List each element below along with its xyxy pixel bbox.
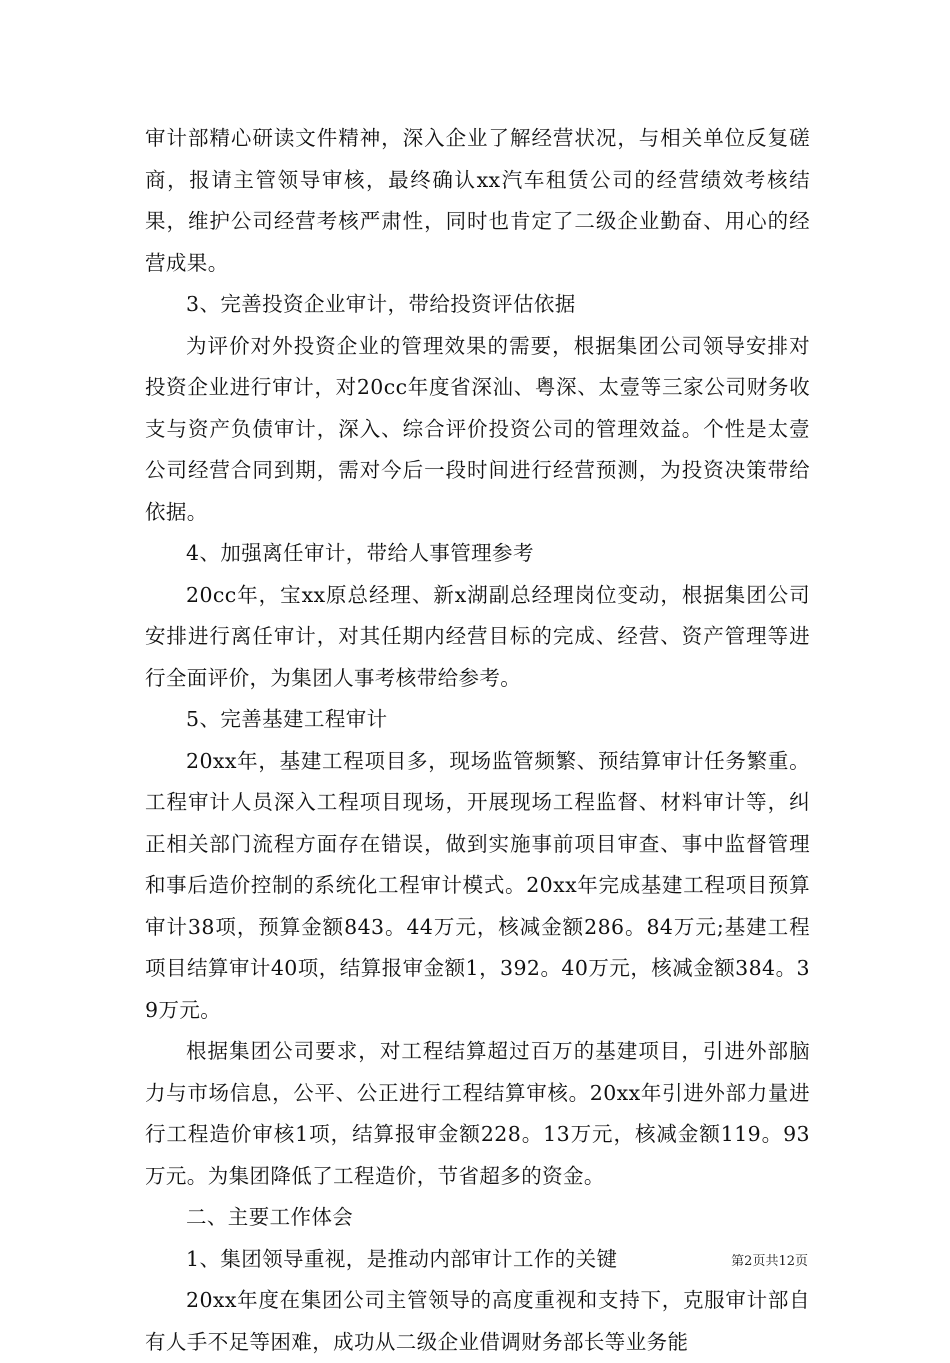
section-heading-3: 3、完善投资企业审计，带给投资评估依据 [186, 292, 576, 316]
subsection-heading-1: 1、集团领导重视，是推动内部审计工作的关键 [186, 1246, 618, 1271]
paragraph-6: 20xx年度在集团公司主管领导的高度重视和支持下，克服审计部自有人手不足等困难，成功从二级企业借调财务部长等业务能 [145, 1288, 810, 1354]
paragraph-2: 为评价对外投资企业的管理效果的需要，根据集团公司领导安排对投资企业进行审计，对20cc年度省深汕、粤深、太壹等三家公司财务收支与资产负债审计，深入、综合评价投资公司的管理效益。个性是太壹公司经营合同到期，需对今后一段时间进行经营预测，为投资决策带给依据。 [145, 333, 810, 524]
section-heading-4: 4、加强离任审计，带给人事管理参考 [186, 541, 534, 565]
section-heading-5: 5、完善基建工程审计 [186, 707, 388, 731]
paragraph-3: 20cc年，宝xx原总经理、新x湖副总经理岗位变动，根据集团公司安排进行离任审计，对其任期内经营目标的完成、经营、资产管理等进行全面评价，为集团人事考核带给参考。 [145, 582, 810, 690]
paragraph-1: 审计部精心研读文件精神，深入企业了解经营状况，与相关单位反复磋商，报请主管领导审核，最终确认xx汽车租赁公司的经营绩效考核结果，维护公司经营考核严肃性，同时也肯定了二级企业勤奋、用心的经营成果。 [145, 126, 810, 275]
paragraph-4: 20xx年，基建工程项目多，现场监管频繁、预结算审计任务繁重。工程审计人员深入工程项目现场，开展现场工程监督、材料审计等，纠正相关部门流程方面存在错误，做到实施事前项目审查、事中监督管理和事后造价控制的系统化工程审计模式。20xx年完成基建工程项目预算审计38项，预算金额843。44万元，核减金额286。84万元;基建工程项目结算审计40项，结算报审金额1，392。40万元，核减金额384。39万元。 [145, 748, 810, 1022]
document-body [145, 118, 810, 1363]
section-heading-2: 二、主要工作体会 [186, 1205, 354, 1229]
paragraph-5: 根据集团公司要求，对工程结算超过百万的基建项目，引进外部脑力与市场信息，公平、公正进行工程结算审核。20xx年引进外部力量进行工程造价审核1项，结算报审金额228。13万元，核减金额119。93万元。为集团降低了工程造价，节省超多的资金。 [145, 1039, 810, 1188]
page-number-footer: 第2页共12页 [731, 1254, 808, 1269]
